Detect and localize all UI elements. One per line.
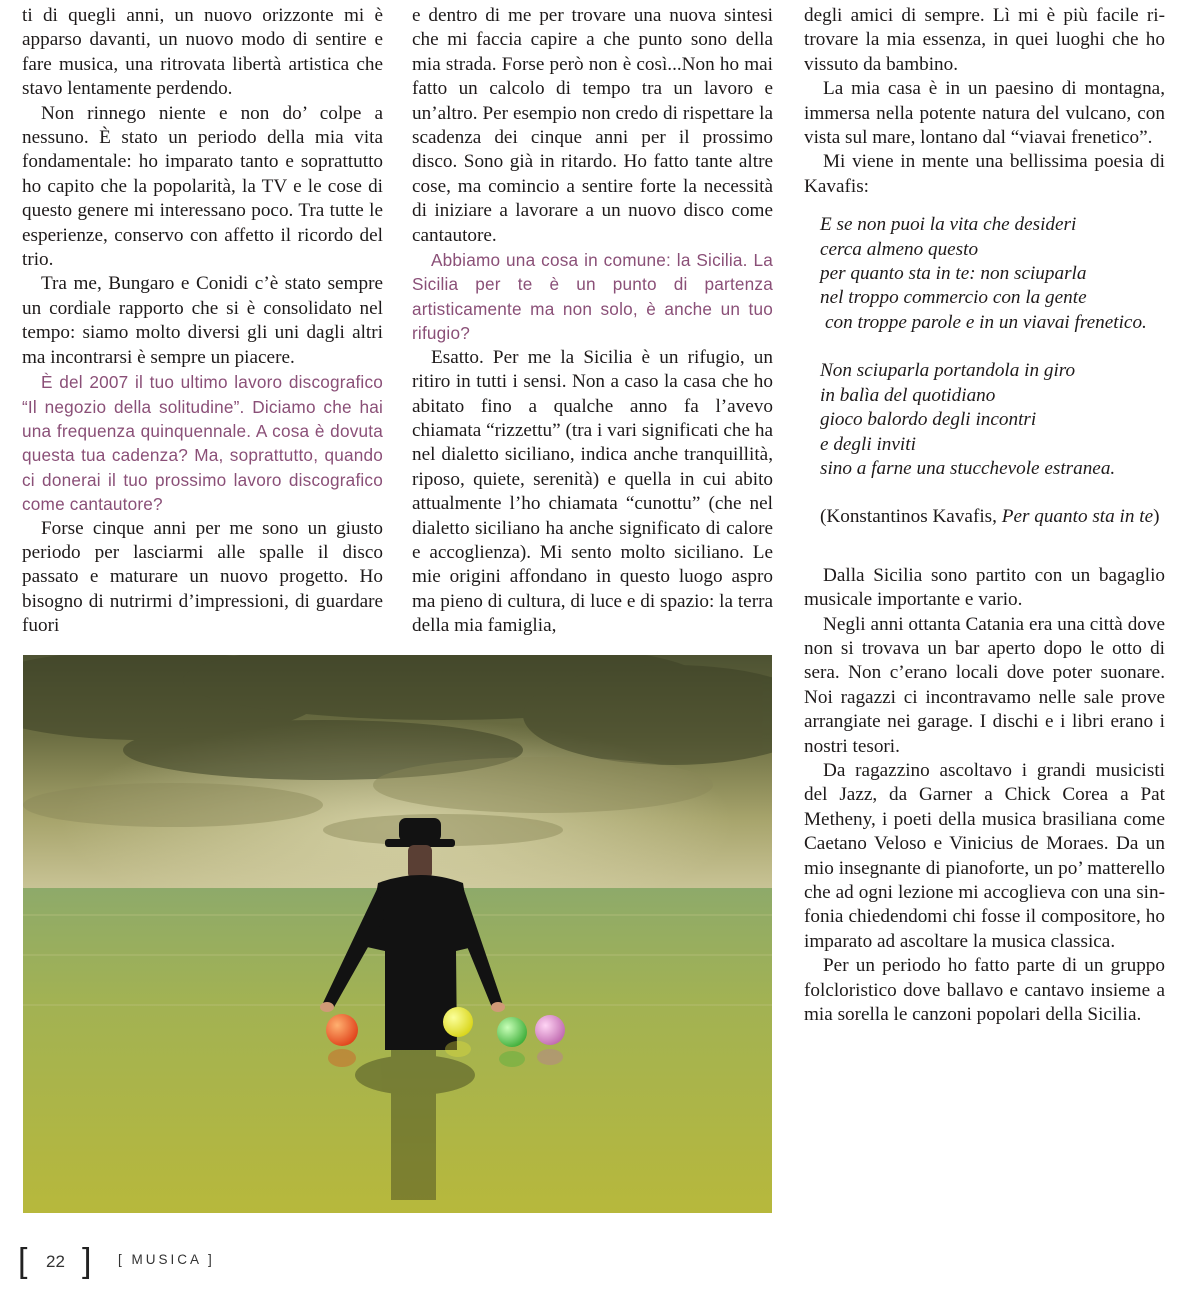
body-paragraph: Non rinnego niente e non do’ colpe a nessuno. È stato un periodo della mia vita fondamentale: ho imparato tanto e soprattutto ho capito che la popolarità, la TV e le cose di questo genere mi interessano poco. Tra tutte le esperienze, conservo con affetto il ricordo del trio. — [22, 102, 383, 271]
poem-line: in balìa del quotidiano — [820, 384, 996, 406]
article-photo — [23, 655, 772, 1213]
poem-stanza-2 — [820, 359, 1165, 481]
poem-line: E se non puoi la vita che desideri — [820, 214, 1077, 236]
interview-question: Abbiamo una cosa in comune: la Sicilia. La Sicilia per te è un punto di partenza artisticamente ma non solo, è anche un tuo rifugio? — [412, 250, 773, 344]
poem-line: nel troppo commercio con la gente — [820, 287, 1087, 309]
credit-close: ) — [1153, 506, 1160, 528]
body-paragraph: degli amici di sempre. Lì mi è più facile ritrovare la mia essenza, in quei luoghi che ho vissuto da bambino. — [804, 5, 1165, 75]
bracket-open-glyph: [ — [18, 1242, 28, 1280]
poem-credit — [820, 505, 1165, 529]
poem-quote — [820, 213, 1165, 481]
poem-line: Non sciuparla portandola in giro — [820, 360, 1076, 382]
poem-line: sino a farne una stucchevole estranea. — [820, 457, 1116, 479]
interview-question: È del 2007 il tuo ultimo lavoro discografico “Il negozio della solitudine”. Diciamo che hai una frequenza quinquennale. A cosa è dovuta questa tua cadenza? Ma, soprattutto, quando ci donerai il tuo prossimo lavoro discografico come cantautore? — [22, 372, 383, 515]
article-column-1 — [22, 4, 383, 639]
body-paragraph: La mia casa è in un paesino di montagna, immersa nella potente natura del vulcano, con vista sul mare, lontano dal “viavai frenetico”. — [804, 78, 1165, 149]
poem-line: con troppe parole e in un viavai frenetico. — [825, 311, 1147, 333]
poem-line: per quanto sta in te: non sciuparla — [820, 263, 1087, 285]
body-paragraph: Per un periodo ho fatto parte di un gruppo folcloristico dove ballavo e cantavo insieme a mia sorella le canzoni popolari della Sicilia. — [804, 955, 1165, 1026]
body-paragraph: Negli anni ottanta Catania era una città dove non si trovava un bar aperto dopo le otto di sera. Non c’erano locali dove poter suonare. Noi ragazzi ci incontravamo nelle sale prove arrangiate nei garage. I dischi e i libri erano i nostri tesori. — [804, 613, 1165, 757]
poem-stanza-1 — [820, 213, 1165, 335]
body-paragraph: Esatto. Per me la Sicilia è un rifugio, un ritiro in tutti i sensi. Non a caso la casa che ho abitato fino a qualche anno fa l’avevo chiamata “rizzettu” (tra i vari significati che ha nel dialetto siciliano, indica anche tranquillità, riposo, quiete, serenità) e quella in cui abito attualmente l’ho chiamata “cunottu” (che nel dialetto siciliano ha anche significato di calore e accoglienza). Mi sento molto siciliano. Le mie origini affondano in questo luogo aspro ma pieno di cultura, di luce e di spazio: la terra della mia famiglia, — [412, 346, 773, 637]
page-number: 22 — [46, 1252, 65, 1271]
body-paragraph: e dentro di me per trovare una nuova sintesi che mi faccia capire a che punto sono della mia strada. Forse però non è così...Non ho mai fatto un calcolo di tempo tra un lavoro e un’altro. Per esempio non credo di rispettare la scadenza dei cinque anni per il prossimo disco. Sono già in ritardo. Ho fatto tante altre cose, ma comincio a sentire forte la necessità di iniziare a lavorare a un nuovo disco come cantautore. — [412, 5, 773, 246]
article-column-3 — [804, 4, 1165, 1027]
body-paragraph: Tra me, Bungaro e Conidi c’è stato sempre un cordiale rapporto che si è consolidato nel tempo: siamo molto diversi gli uni dagli altri ma incontrarsi è sempre un piacere. — [22, 273, 383, 368]
body-paragraph: Mi viene in mente una bellissima poesia di Kavafis: — [804, 151, 1165, 197]
poem-line: gioco balordo degli incontri — [820, 409, 1037, 431]
body-paragraph: Dalla Sicilia sono partito con un bagaglio musicale importante e vario. — [804, 564, 1165, 611]
section-label: [ MUSICA ] — [118, 1252, 215, 1267]
body-paragraph: Da ragazzino ascoltavo i grandi musicisti del Jazz, da Garner a Chick Corea a Pat Metheny, i poeti della musica brasiliana come Caetano Veloso e Vinicius de Moraes. Da un mio insegnante di pianoforte, un po’ matterello che ad ogni lezione mi accoglieva con una sinfonia chiedendomi chi fosse il compositore, ho imparato ad ascoltare la musica classica. — [804, 759, 1165, 952]
article-column-2 — [412, 4, 773, 639]
body-paragraph: ti di quegli anni, un nuovo orizzonte mi è apparso davanti, un nuovo modo di sentire e fare musica, una ritrovata libertà artistica che stavo lentamente perdendo. — [22, 5, 383, 100]
credit-title: Per quanto sta in te — [1001, 506, 1154, 528]
bracket-close-glyph: ] — [82, 1242, 92, 1280]
body-paragraph: Forse cinque anni per me sono un giusto periodo per lasciarmi alle spalle il disco passato e maturare un nuovo progetto. Ho bisogno di nutrirmi d’impressioni, di guardare fuori — [22, 517, 383, 637]
credit-author: (Konstantinos Kavafis, — [820, 506, 1002, 528]
poem-line: e degli inviti — [820, 433, 916, 455]
poem-line: cerca almeno questo — [820, 238, 979, 260]
